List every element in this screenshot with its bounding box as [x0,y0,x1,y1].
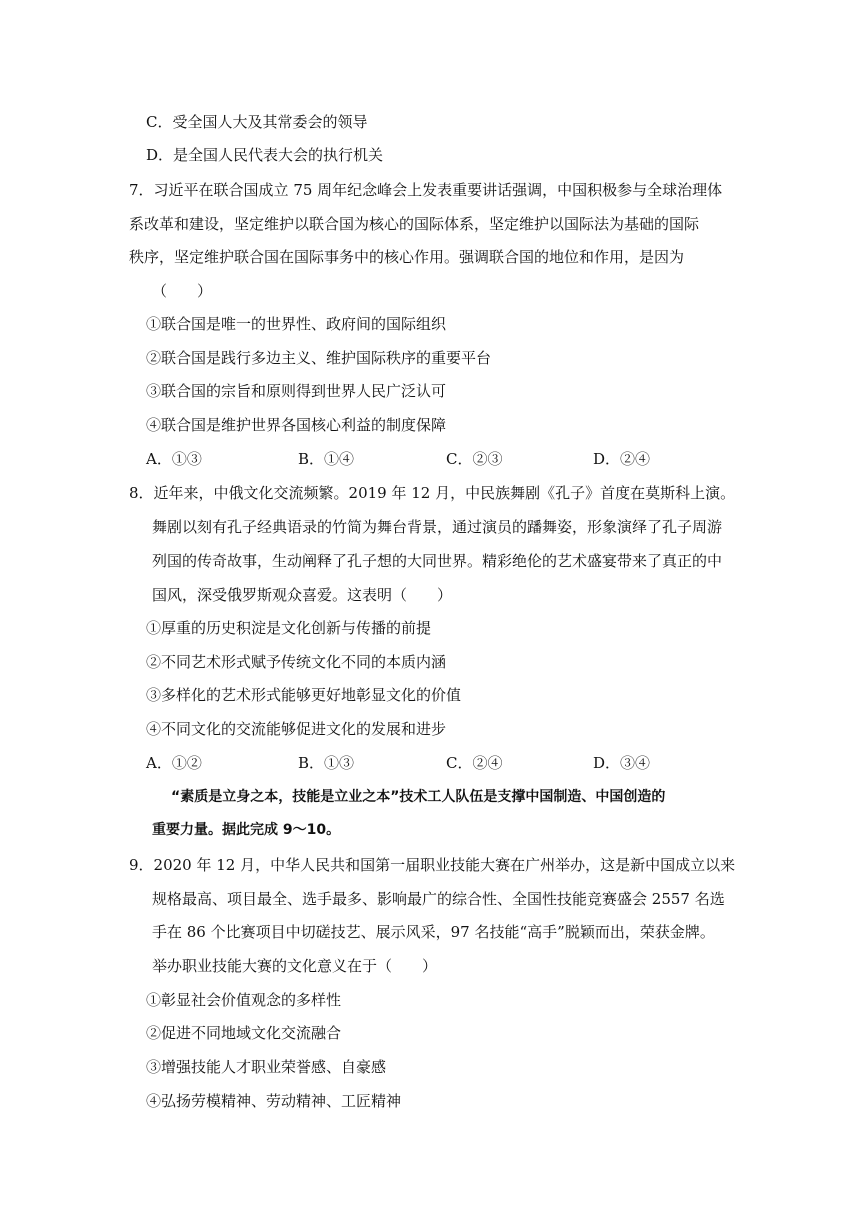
q7-choice-a: A．①③ [146,450,202,468]
q7-choice-d: D．②④ [593,450,651,468]
q8-stem-line-3: 列国的传奇故事，生动阐释了孔子想的大同世界。精彩绝伦的艺术盛宴带来了真正的中 [152,552,723,570]
q8-statement-4: ④不同文化的交流能够促进文化的发展和进步 [146,720,447,738]
q7-statement-3: ③联合国的宗旨和原则得到世界人民广泛认可 [146,382,447,400]
q8-choice-d: D．③④ [593,754,651,772]
q8-choice-c: C．②④ [446,754,503,772]
q8-statement-3: ③多样化的艺术形式能够更好地彰显文化的价值 [146,686,462,704]
q6-option-d: D．是全国人民代表大会的执行机关 [146,146,384,164]
q7-stem-line-1: 7．习近平在联合国成立 75 周年纪念峰会上发表重要讲话强调，中国积极参与全球治理体 [129,181,723,199]
q7-stem-line-3: 秩序，坚定维护联合国在国际事务中的核心作用。强调联合国的地位和作用，是因为 [129,248,685,266]
q9-statement-1: ①彰显社会价值观念的多样性 [146,991,342,1009]
q9-stem-line-2: 规格最高、项目最全、选手最多、影响最广的综合性、全国性技能竞赛盛会 2557 名选 [152,890,725,908]
q8-stem-line-2: 舞剧以刻有孔子经典语录的竹简为舞台背景，通过演员的蹯舞姿，形象演绎了孔子周游 [152,518,723,536]
q9-statement-3: ③增强技能人才职业荣誉感、自豪感 [146,1058,387,1076]
q9-statement-4: ④弘扬劳模精神、劳动精神、工匠精神 [146,1092,402,1110]
q8-choice-a: A．①② [146,754,202,772]
q9-statement-2: ②促进不同地域文化交流融合 [146,1024,342,1042]
q8-stem-line-1: 8．近年来，中俄文化交流频繁。2019 年 12 月，中民族舞剧《孔子》首度在莫斯科上演。 [129,484,736,502]
q9-stem-line-3: 手在 86 个比赛项目中切磋技艺、展示风采，97 名技能“高手”脱颖而出，荣获金牌。 [152,923,715,941]
intro-9-10-line-2: 重要力量。据此完成 9～10。 [152,822,341,838]
q7-statement-2: ②联合国是践行多边主义、维护国际秩序的重要平台 [146,349,492,367]
q8-statement-2: ②不同艺术形式赋予传统文化不同的本质内涵 [146,653,447,671]
q8-choice-b: B．①③ [298,754,355,772]
q7-stem-line-2: 系改革和建设，坚定维护以联合国为核心的国际体系，坚定维护以国际法为基础的国际 [129,215,700,233]
q7-statement-4: ④联合国是维护世界各国核心利益的制度保障 [146,416,447,434]
q7-choice-b: B．①④ [298,450,355,468]
q8-stem-line-4: 国风，深受俄罗斯观众喜爱。这表明（ ） [152,586,453,604]
intro-9-10-line-1: “素质是立身之本，技能是立业之本”技术工人队伍是支撑中国制造、中国创造的 [171,789,666,805]
q7-stem-line-4: （ ） [152,282,213,300]
q9-stem-line-4: 举办职业技能大赛的文化意义在于（ ） [152,957,438,975]
q7-statement-1: ①联合国是唯一的世界性、政府间的国际组织 [146,315,447,333]
q6-option-c: C．受全国人大及其常委会的领导 [146,113,368,131]
q7-choice-c: C．②③ [446,450,503,468]
q8-statement-1: ①厚重的历史积淀是文化创新与传播的前提 [146,619,432,637]
q9-stem-line-1: 9．2020 年 12 月，中华人民共和国第一届职业技能大赛在广州举办，这是新中国成立以来 [129,856,736,874]
